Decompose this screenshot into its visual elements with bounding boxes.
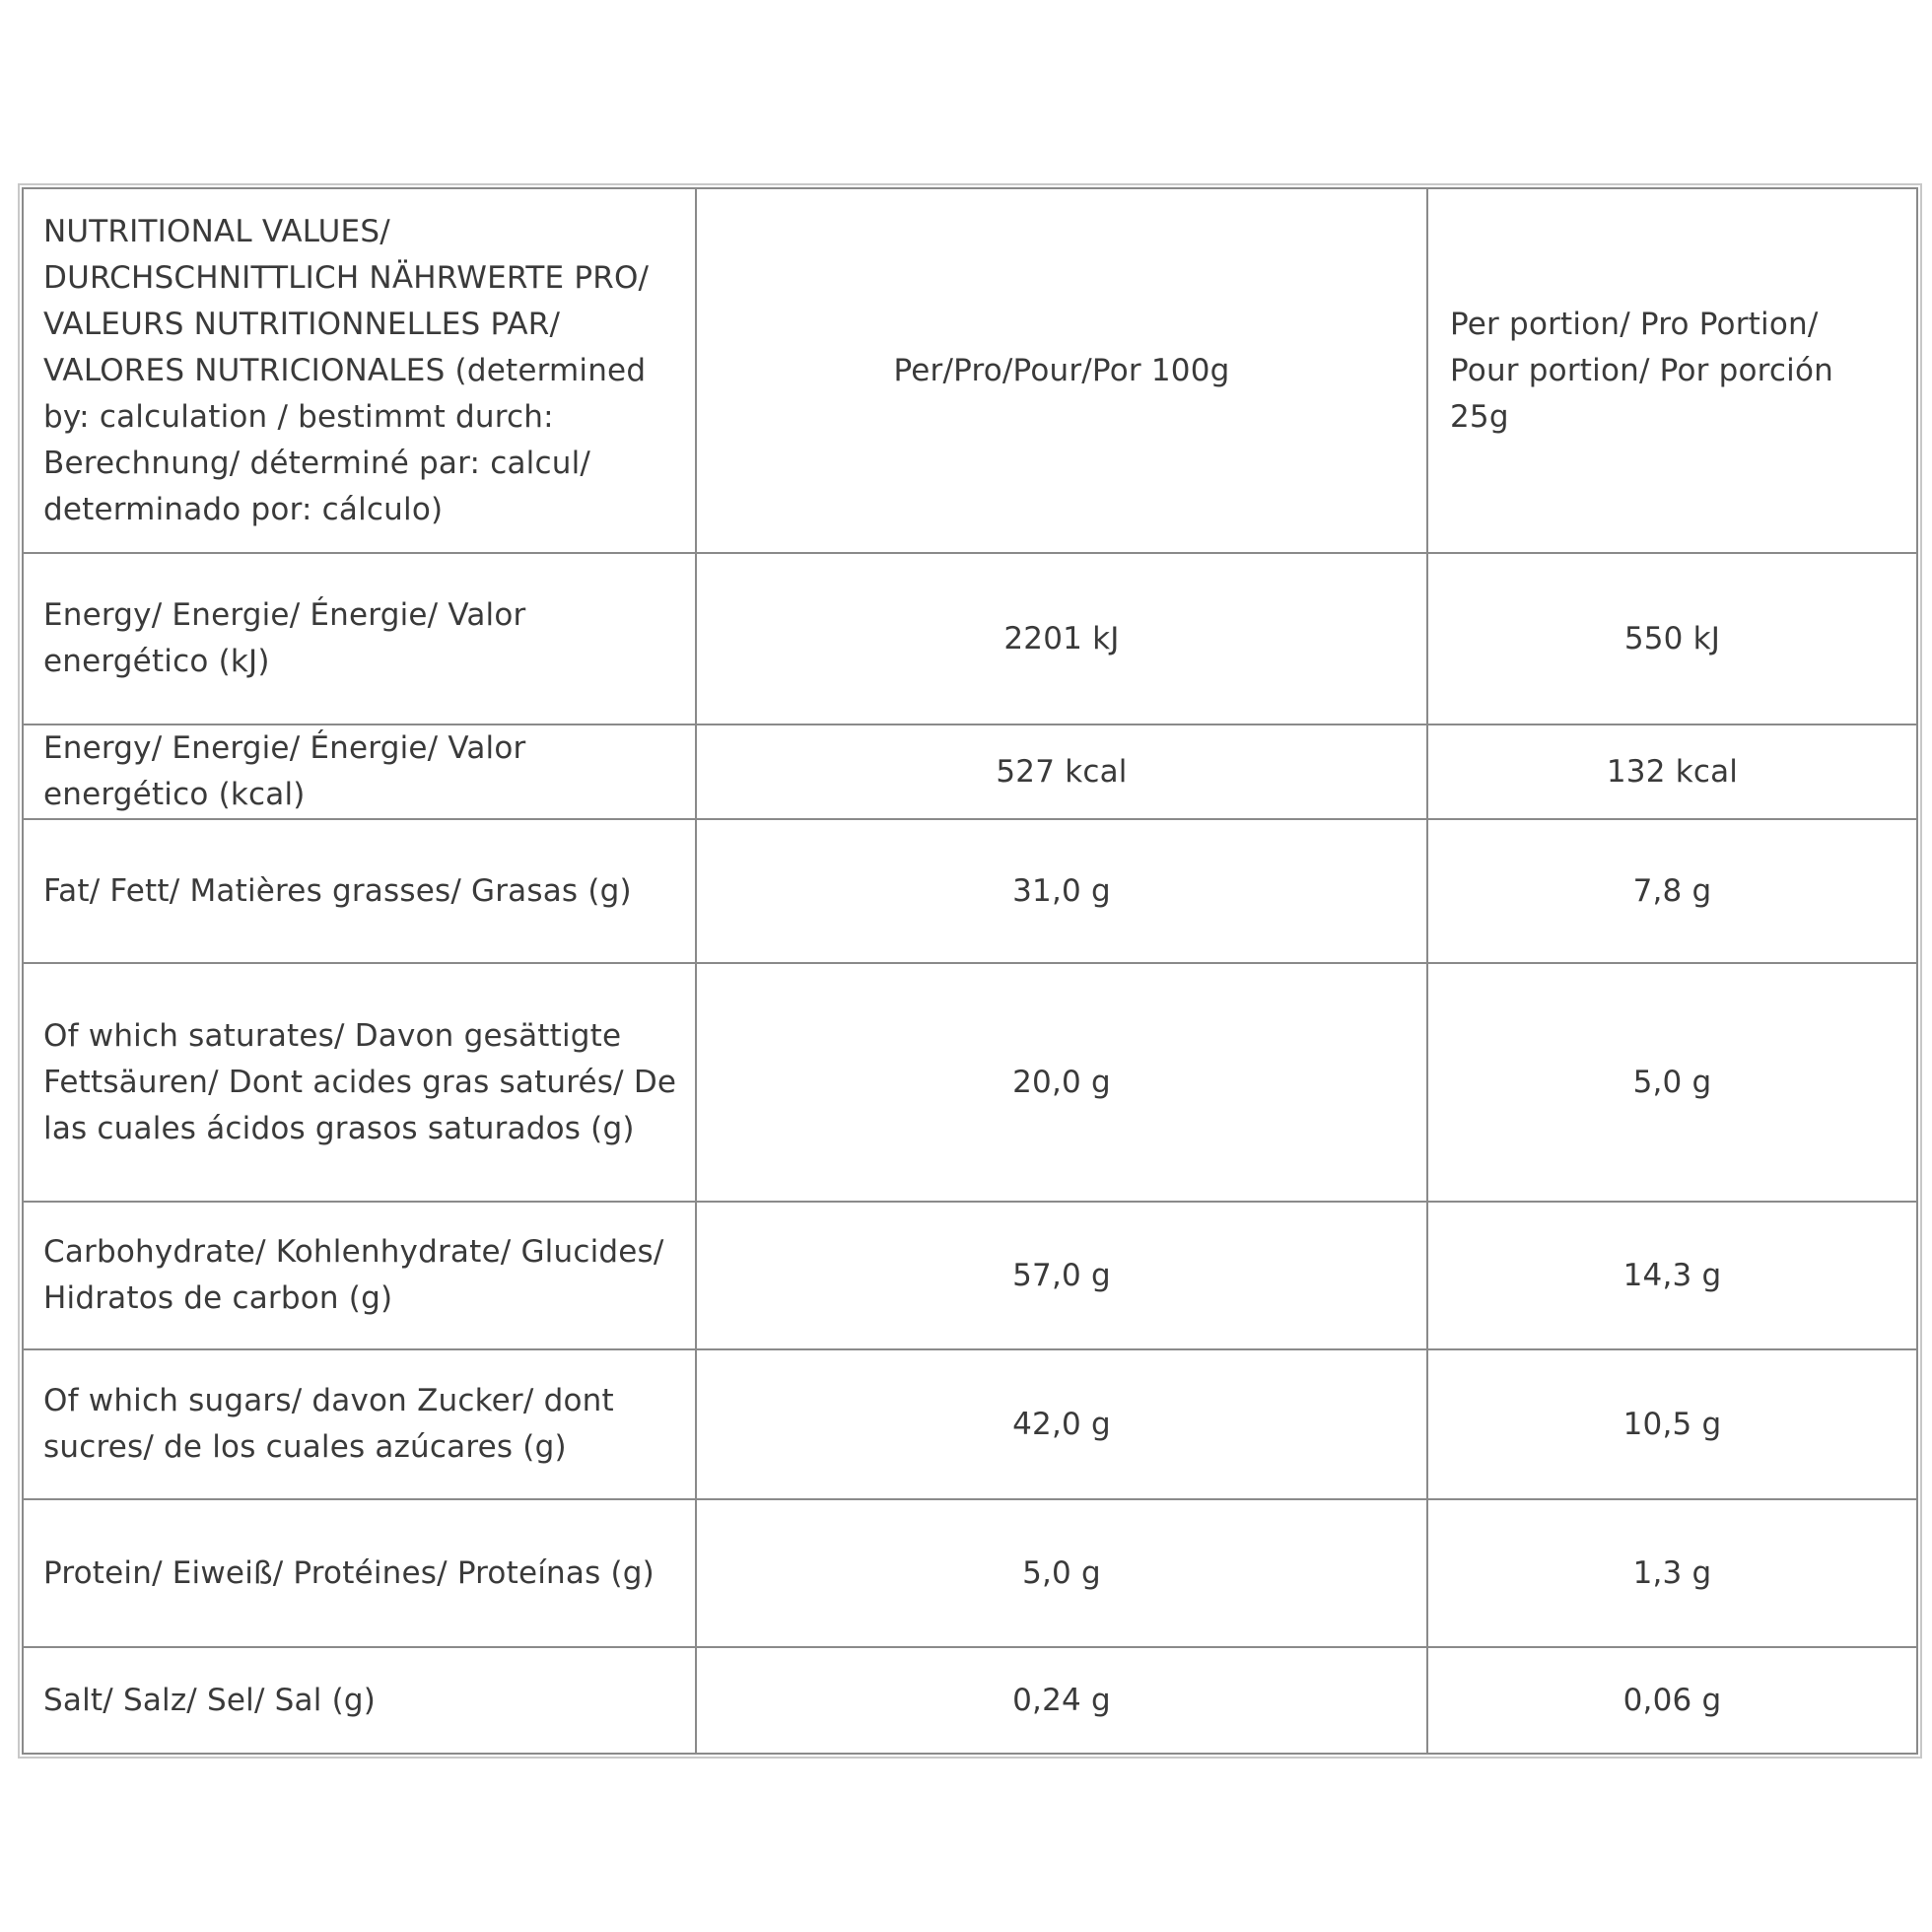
table-row: [24, 1647, 1916, 1753]
nutrient-label: Of which sugars/ davon Zucker/ dont sucres/ de los cuales azúcares (g): [24, 1349, 696, 1499]
nutrient-label: Carbohydrate/ Kohlenhydrate/ Glucides/ Hidratos de carbon (g): [24, 1202, 696, 1349]
nutrition-table: [22, 187, 1918, 1755]
value-per-100g: 0,24 g: [696, 1647, 1427, 1753]
table-row: [24, 724, 1916, 819]
table-row: [24, 1499, 1916, 1647]
value-per-100g: 31,0 g: [696, 819, 1427, 963]
per-portion-column-header: Per portion/ Pro Portion/ Pour portion/ Por porción 25g: [1427, 189, 1916, 553]
value-per-100g: 5,0 g: [696, 1499, 1427, 1647]
value-per-portion: 132 kcal: [1427, 724, 1916, 819]
table-header-row: [24, 189, 1916, 553]
nutrient-label: Energy/ Energie/ Énergie/ Valor energético (kJ): [24, 553, 696, 724]
nutrition-table-grid: [24, 189, 1916, 1753]
table-row: [24, 819, 1916, 963]
nutrient-label: Salt/ Salz/ Sel/ Sal (g): [24, 1647, 696, 1753]
nutrient-column-header: NUTRITIONAL VALUES/ DURCHSCHNITTLICH NÄHRWERTE PRO/ VALEURS NUTRITIONNELLES PAR/ VALORES NUTRICIONALES (determined by: calculation / bestimmt durch: Berechnung/ déterminé par: calcul/ determinado por: cálculo): [24, 189, 696, 553]
value-per-portion: 14,3 g: [1427, 1202, 1916, 1349]
per-100g-column-header: Per/Pro/Pour/Por 100g: [696, 189, 1427, 553]
table-row: [24, 963, 1916, 1202]
value-per-portion: 7,8 g: [1427, 819, 1916, 963]
table-row: [24, 1202, 1916, 1349]
nutrient-label: Fat/ Fett/ Matières grasses/ Grasas (g): [24, 819, 696, 963]
value-per-portion: 550 kJ: [1427, 553, 1916, 724]
value-per-100g: 527 kcal: [696, 724, 1427, 819]
value-per-portion: 5,0 g: [1427, 963, 1916, 1202]
nutrient-label: Protein/ Eiweiß/ Protéines/ Proteínas (g): [24, 1499, 696, 1647]
value-per-100g: 57,0 g: [696, 1202, 1427, 1349]
nutrient-label: Energy/ Energie/ Énergie/ Valor energético (kcal): [24, 724, 696, 819]
table-row: [24, 1349, 1916, 1499]
value-per-100g: 2201 kJ: [696, 553, 1427, 724]
value-per-portion: 1,3 g: [1427, 1499, 1916, 1647]
value-per-100g: 20,0 g: [696, 963, 1427, 1202]
table-row: [24, 553, 1916, 724]
value-per-100g: 42,0 g: [696, 1349, 1427, 1499]
value-per-portion: 0,06 g: [1427, 1647, 1916, 1753]
value-per-portion: 10,5 g: [1427, 1349, 1916, 1499]
nutrient-label: Of which saturates/ Davon gesättigte Fettsäuren/ Dont acides gras saturés/ De las cuales ácidos grasos saturados (g): [24, 963, 696, 1202]
